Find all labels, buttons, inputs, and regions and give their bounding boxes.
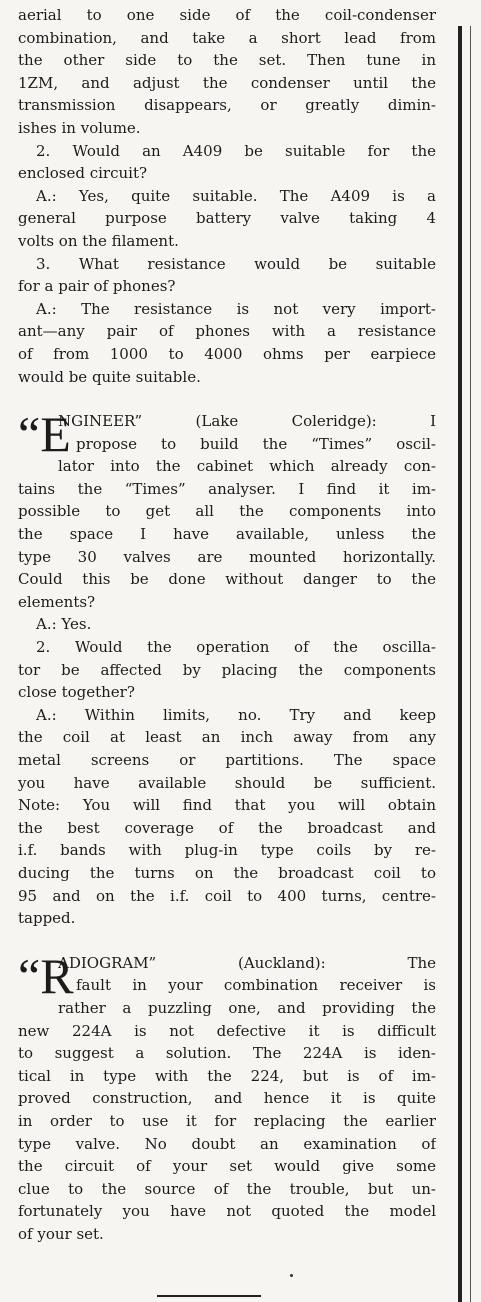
letter-heading: ADIOGRAM” (Auckland): The bbox=[58, 953, 436, 972]
text-line: you have available should be sufficient. bbox=[18, 773, 436, 792]
text-line: ant—any pair of phones with a resistance bbox=[18, 322, 436, 341]
paragraph-tuning bbox=[18, 4, 436, 140]
text-line: fault in your combination receiver is bbox=[76, 976, 436, 995]
text-line: the coil at least an inch away from any bbox=[18, 728, 436, 747]
letter-heading: NGINEER” (Lake Coleridge): I bbox=[58, 412, 436, 431]
text-line: tor be affected by placing the components bbox=[18, 660, 436, 679]
text-line: in order to use it for replacing the earlier bbox=[18, 1111, 436, 1130]
text-line: Note: You will find that you will obtain bbox=[18, 796, 436, 815]
text-line: to suggest a solution. The 224A is iden- bbox=[18, 1044, 436, 1063]
text-line: proved construction, and hence it is quite bbox=[18, 1089, 436, 1108]
text-line: the best coverage of the broadcast and bbox=[18, 818, 436, 837]
text-line: combination, and take a short lead from bbox=[18, 28, 436, 47]
text-line: type 30 valves are mounted horizontally. bbox=[18, 547, 436, 566]
text-line: 2. Would an A409 be suitable for the bbox=[36, 141, 436, 160]
text-line: the circuit of your set would give some bbox=[18, 1157, 436, 1176]
text-line: A.: Yes, quite suitable. The A409 is a bbox=[36, 186, 436, 205]
column-rule-thin bbox=[470, 26, 471, 1302]
text-line: clue to the source of the trouble, but un- bbox=[18, 1179, 436, 1198]
text-line: new 224A is not defective it is difficult bbox=[18, 1021, 436, 1040]
text-line: tapped. bbox=[18, 909, 76, 928]
end-rule bbox=[157, 1295, 261, 1297]
text-line: ducing the turns on the broadcast coil to bbox=[18, 863, 436, 882]
text-line: would be quite suitable. bbox=[18, 367, 201, 386]
text-line: aerial to one side of the coil-condenser bbox=[18, 6, 436, 24]
text-line: type valve. No doubt an examination of bbox=[18, 1134, 436, 1153]
text-line: ishes in volume. bbox=[18, 118, 141, 137]
text-line: A.: Yes. bbox=[36, 615, 92, 634]
text-line: for a pair of phones? bbox=[18, 277, 176, 296]
text-line: of your set. bbox=[18, 1224, 104, 1243]
question-2 bbox=[18, 140, 436, 185]
column-rule bbox=[458, 26, 462, 1302]
stray-dot bbox=[290, 1274, 293, 1277]
text-line: lator into the cabinet which already con- bbox=[58, 457, 436, 476]
text-line: elements? bbox=[18, 592, 96, 611]
text-line: propose to build the “Times” oscil- bbox=[76, 434, 436, 453]
text-line: 3. What resistance would be suitable bbox=[36, 254, 436, 273]
letter-engineer bbox=[18, 406, 436, 930]
question-3 bbox=[18, 253, 436, 298]
dropcap: “E bbox=[18, 406, 71, 463]
text-line: fortunately you have not quoted the model bbox=[18, 1202, 436, 1221]
answer-3 bbox=[18, 298, 436, 388]
text-line: metal screens or partitions. The space bbox=[18, 751, 436, 769]
text-line: Could this be done without danger to the bbox=[18, 570, 436, 589]
text-line: tical in type with the 224, but is of im- bbox=[18, 1066, 436, 1085]
answer-2 bbox=[18, 185, 436, 253]
text-line: the other side to the set. Then tune in bbox=[18, 51, 436, 70]
text-line: rather a puzzling one, and providing the bbox=[58, 998, 436, 1017]
text-line: 95 and on the i.f. coil to 400 turns, centre- bbox=[18, 886, 436, 905]
text-line: transmission disappears, or greatly dimin- bbox=[18, 96, 436, 115]
text-line: close together? bbox=[18, 683, 135, 702]
dropcap: “R bbox=[18, 947, 74, 1004]
article-column bbox=[18, 4, 436, 1245]
text-line: possible to get all the components into bbox=[18, 502, 436, 521]
text-line: the space I have available, unless the bbox=[18, 525, 436, 544]
text-line: volts on the filament. bbox=[18, 231, 179, 250]
text-line: tains the “Times” analyser. I find it im- bbox=[18, 479, 436, 498]
text-line: of from 1000 to 4000 ohms per earpiece bbox=[18, 344, 436, 363]
text-line: general purpose battery valve taking 4 bbox=[18, 209, 436, 228]
text-line: i.f. bands with plug-in type coils by re- bbox=[18, 841, 436, 860]
text-line: 2. Would the operation of the oscilla- bbox=[36, 638, 436, 657]
letter-radiogram bbox=[18, 947, 436, 1246]
text-line: A.: Within limits, no. Try and keep bbox=[36, 705, 436, 724]
text-line: 1ZM, and adjust the condenser until the bbox=[18, 73, 436, 92]
text-line: enclosed circuit? bbox=[18, 164, 148, 183]
text-line: A.: The resistance is not very import- bbox=[36, 299, 436, 318]
